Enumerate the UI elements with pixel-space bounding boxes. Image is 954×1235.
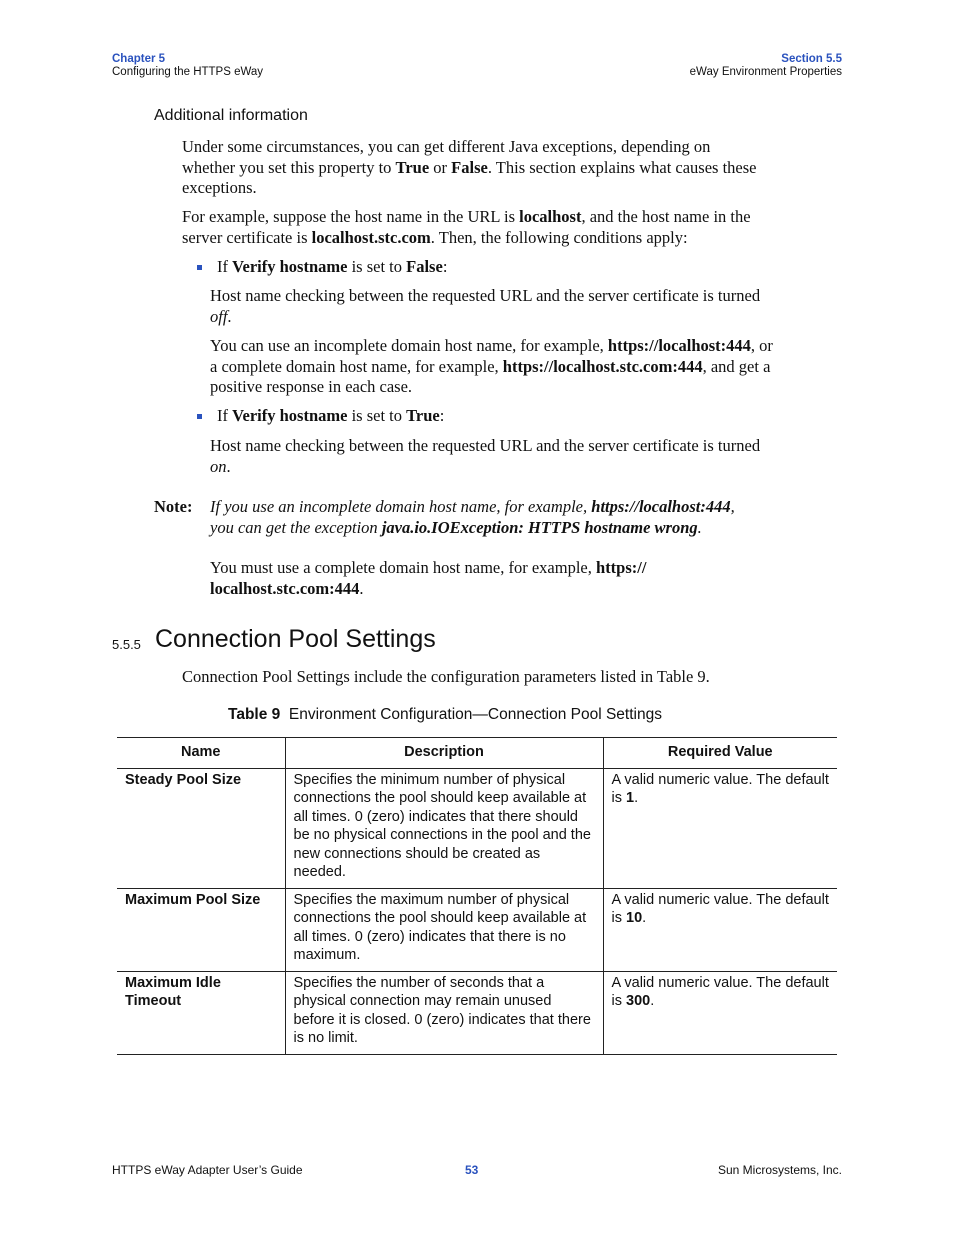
cell-description: Specifies the number of seconds that a physical connection may remain unused before it is closed. 0 (zero) indicates that there is no limit. — [285, 971, 603, 1054]
section-number: 5.5.5 — [112, 637, 141, 652]
bullet-marker — [197, 414, 202, 419]
page-number: 53 — [465, 1163, 479, 1177]
note-followup — [210, 558, 830, 599]
bullet-item-true: If Verify hostname is set to True: — [217, 406, 445, 425]
bullet1-paragraph-1 — [210, 286, 850, 327]
bullet1-paragraph-2 — [210, 336, 850, 398]
text-line: Host name checking between the requested URL and the server certificate is turned — [210, 436, 761, 455]
text-line: off. — [210, 306, 232, 326]
bullet-item-false: If Verify hostname is set to False: — [217, 257, 448, 276]
column-header: Name — [117, 738, 285, 769]
cell-name: Maximum Idle Timeout — [117, 971, 285, 1054]
text-line: you can get the exception java.io.IOException: HTTPS hostname wrong. — [210, 517, 702, 537]
note-label: Note: — [154, 497, 193, 516]
note-body — [210, 497, 830, 538]
text-line: Under some circumstances, you can get different Java exceptions, depending on — [182, 137, 711, 156]
cell-description: Specifies the maximum number of physical connections the pool should keep available at all times. 0 (zero) indicates that there is no maximum. — [285, 888, 603, 971]
cell-name: Maximum Pool Size — [117, 888, 285, 971]
connection-pool-table — [117, 737, 837, 1055]
section-heading: Connection Pool Settings — [155, 625, 436, 653]
text-line: positive response in each case. — [210, 377, 413, 396]
running-header-right — [690, 53, 842, 79]
cell-required-value: A valid numeric value. The default is 1. — [603, 768, 837, 888]
footer-company: Sun Microsystems, Inc. — [717, 1163, 842, 1177]
cell-required-value: A valid numeric value. The default is 10. — [603, 888, 837, 971]
column-header: Required Value — [603, 738, 837, 769]
text-line: exceptions. — [182, 178, 257, 197]
text-line: You must use a complete domain host name, for example, https:// — [210, 558, 647, 577]
chapter-label: Chapter 5 — [112, 53, 166, 65]
section-intro: Connection Pool Settings include the configuration parameters listed in Table 9. — [182, 667, 710, 686]
text-line: If you use an incomplete domain host name, for example, https://localhost:444, — [210, 497, 735, 516]
text-line: whether you set this property to True or False. This section explains what causes these — [182, 157, 757, 177]
table-row — [117, 971, 837, 1054]
table-caption: Table 9 Environment Configuration—Connection Pool Settings — [228, 706, 662, 723]
column-header: Description — [285, 738, 603, 769]
text-line: server certificate is localhost.stc.com. Then, the following conditions apply: — [182, 227, 688, 247]
paragraph-intro — [182, 137, 842, 199]
table-row — [117, 888, 837, 971]
text-line: For example, suppose the host name in the URL is localhost, and the host name in the — [182, 207, 751, 226]
bullet2-paragraph-1 — [210, 436, 850, 477]
paragraph-example — [182, 207, 842, 248]
text-line: a complete domain host name, for example, https://localhost.stc.com:444, and get a — [210, 356, 771, 376]
text-line: You can use an incomplete domain host name, for example, https://localhost:444, or — [210, 336, 773, 355]
text-line: Host name checking between the requested URL and the server certificate is turned — [210, 286, 761, 305]
section-label: Section 5.5 — [781, 53, 842, 65]
text-line: localhost.stc.com:444. — [210, 578, 364, 598]
subheading-additional-info: Additional information — [154, 107, 308, 124]
running-header-left — [112, 53, 263, 79]
table-header-row — [117, 738, 837, 769]
bullet-marker — [197, 265, 202, 270]
cell-name: Steady Pool Size — [117, 768, 285, 888]
table-row — [117, 768, 837, 888]
cell-required-value: A valid numeric value. The default is 300. — [603, 971, 837, 1054]
section-title: eWay Environment Properties — [689, 66, 842, 78]
footer-guide-title: HTTPS eWay Adapter User’s Guide — [112, 1163, 303, 1177]
chapter-title: Configuring the HTTPS eWay — [112, 66, 264, 78]
text-line: on. — [210, 456, 231, 476]
cell-description: Specifies the minimum number of physical connections the pool should keep available at all times. 0 (zero) indicates that there should be no physical connections in the pool and the new connections should be created as needed. — [285, 768, 603, 888]
